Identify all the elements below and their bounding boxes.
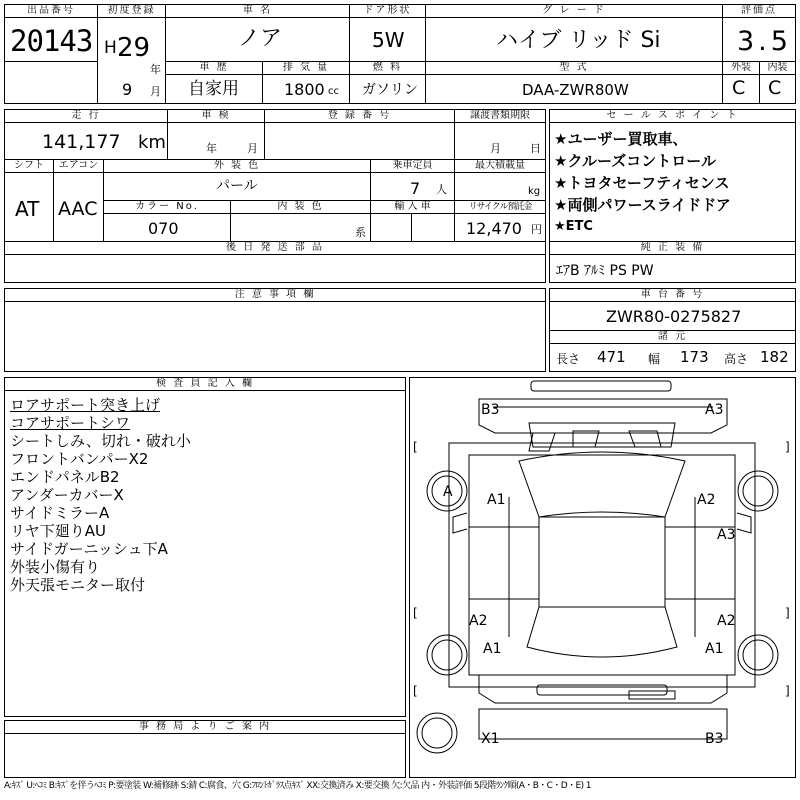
inspector-line: アンダーカバーX (10, 486, 124, 504)
mileage-value: 141,177 (42, 131, 121, 153)
exterior-color-label: 外 装 色 (103, 159, 371, 173)
sales-point-item: ★両側パワースライドドア (554, 196, 731, 214)
mark-a2-right-front: A2 (697, 492, 716, 508)
grade-value: ハイブ リッド Si (496, 28, 661, 53)
month-value: 9 (122, 80, 133, 99)
score-value: 3.5 (737, 26, 792, 57)
era-prefix: H (104, 38, 117, 58)
lot-label: 出品番号 (4, 4, 98, 18)
transfer-label: 譲渡書類期限 (454, 109, 546, 123)
history-value: 自家用 (188, 79, 239, 99)
height-value: 182 (760, 348, 789, 366)
exterior-color-value: パール (216, 178, 258, 194)
inspector-label: 検 査 員 記 入 欄 (4, 377, 406, 391)
inspection-month-unit: 月 (247, 142, 258, 155)
aircon-label: エアコン (53, 159, 104, 173)
mark-b3-front: B3 (481, 402, 500, 418)
recycle-label: リサイクル預託金 (454, 200, 546, 214)
inspector-line: サイドガーニッシュ下A (10, 540, 168, 558)
inspector-line: サイドミラーA (10, 504, 110, 522)
sales-point-item: ★ETC (554, 219, 593, 234)
inspection-year-unit: 年 (206, 142, 217, 155)
width-label: 幅 (648, 352, 661, 366)
rear-left-wheel (427, 635, 467, 675)
spare-wheel-inner (422, 718, 452, 748)
registration-label: 登 録 番 号 (264, 109, 455, 123)
inspector-line: コアサポートシワ (10, 414, 131, 432)
import-label: 輸 入 車 (370, 200, 455, 214)
bracket-left-2: [ (413, 606, 418, 620)
capacity-value: 7 (410, 179, 421, 198)
year-unit: 年 (150, 63, 161, 76)
model-value: DAA-ZWR80W (522, 81, 629, 99)
sales-point-item: ★トヨタセーフティセンス (554, 174, 730, 192)
exterior-grade-value: C (732, 77, 746, 99)
color-no-label: カラー No. (103, 200, 231, 214)
interior-grade-label: 内装 (759, 61, 796, 75)
car-name: ノア (238, 26, 283, 51)
mark-a2-right-rear: A2 (717, 613, 736, 629)
inspection-label: 車 検 (167, 109, 265, 123)
mark-a-left-wheel: A (443, 484, 453, 500)
height-label: 高さ (724, 352, 749, 366)
interior-color-label: 内 装 色 (230, 200, 371, 214)
rear-right-wheel (738, 635, 778, 675)
width-value: 173 (680, 348, 709, 366)
inspector-line: ロアサポート突き上げ (10, 396, 161, 414)
bracket-right-2: ] (785, 606, 790, 620)
length-value: 471 (597, 348, 626, 366)
import-divider (411, 213, 412, 242)
inspector-line: 外装小傷有り (10, 558, 101, 576)
capacity-unit: 人 (436, 183, 447, 196)
bracket-right-1: ] (785, 440, 790, 454)
rear-lower-outline (479, 709, 727, 739)
legend-text: A:ｷｽﾞ U:ﾍｺﾐ B:ｷｽﾞを伴うﾍｺﾐ P:要塗装 W:補修跡 S:錆 C:腐食、穴 G:ﾌﾛﾝﾄｶﾞﾗｽ点ｷｽﾞ XX:交換済み X:要交換 欠:欠品 内・外装評価 5段階ﾗﾝｸ順(A・B・C・D・E) 1 (4, 781, 591, 791)
notes-label: 注 意 事 項 欄 (4, 288, 546, 302)
mileage-unit: km (138, 132, 166, 153)
car-name-label: 車 名 (165, 4, 350, 18)
chassis-label: 車 台 番 号 (549, 288, 796, 302)
sales-point-item: ★ユーザー買取車、 (554, 130, 688, 148)
inspector-line: エンドパネルB2 (10, 468, 120, 486)
sales-point-item: ★クルーズコントロール (554, 152, 716, 170)
year-value: 29 (117, 33, 151, 63)
spare-wheel (417, 713, 457, 753)
recycle-value: 12,470 (466, 219, 522, 238)
grade-label: グ レ ー ド (425, 4, 723, 18)
mark-a3-right-door: A3 (717, 527, 736, 543)
chassis-value: ZWR80-0275827 (606, 307, 742, 326)
displacement-unit: cc (328, 86, 339, 97)
inspector-line: フロントバンパーX2 (10, 450, 149, 468)
displacement-value: 1800 (284, 80, 325, 99)
capacity-label: 乗車定員 (370, 159, 455, 173)
transfer-day-unit: 日 (530, 142, 541, 155)
inspector-line: シートしみ、切れ・破れ小 (10, 432, 191, 450)
mark-x1-rear: X1 (481, 731, 500, 747)
month-unit: 月 (150, 85, 161, 98)
recycle-unit: 円 (531, 223, 542, 236)
color-no-value: 070 (148, 219, 179, 238)
office-label: 事 務 局 よ り ご 案 内 (4, 720, 406, 734)
load-label: 最大積載量 (454, 159, 546, 173)
interior-color-unit: 系 (355, 226, 366, 239)
lot-number: 20143 (10, 24, 93, 58)
length-label: 長さ (556, 352, 581, 366)
equipment-label: 純 正 装 備 (549, 241, 796, 255)
aircon-value: AAC (58, 198, 98, 220)
mileage-label: 走 行 (4, 109, 168, 123)
mark-a3-front: A3 (705, 402, 724, 418)
mark-a1-right-rear: A1 (705, 641, 724, 657)
rear-body-outline (479, 675, 727, 703)
bracket-right-3: ] (785, 684, 790, 698)
shift-label: シフト (4, 159, 54, 173)
mark-b3-rear: B3 (705, 731, 724, 747)
score-label: 評価点 (722, 4, 796, 18)
inspector-line: リヤ下廻りAU (10, 522, 106, 540)
later-parts-label: 後 日 発 送 部 品 (4, 241, 546, 255)
front-body-outline (479, 399, 727, 433)
transfer-month-unit: 月 (490, 142, 501, 155)
rear-right-wheel-inner (743, 640, 773, 670)
cabin-roof (539, 517, 665, 607)
fuel-label: 燃 料 (349, 61, 426, 75)
lot-empty-box (4, 61, 98, 104)
cabin-front-glass (519, 452, 685, 517)
front-right-wheel (738, 471, 778, 511)
exterior-grade-label: 外装 (722, 61, 760, 75)
mark-a2-left-rear: A2 (469, 613, 488, 629)
shift-value: AT (15, 197, 40, 221)
equipment-value: ｴｱB ｱﾙﾐ PS PW (556, 263, 654, 279)
front-right-wheel-inner (743, 476, 773, 506)
left-mirror (453, 513, 467, 533)
mark-a1-left-front: A1 (487, 492, 506, 508)
front-bumper-outline (531, 381, 671, 391)
displacement-label: 排 気 量 (262, 61, 350, 75)
sales-points-label: セ ー ル ス ポ イ ン ト (549, 109, 796, 123)
door-label: ドア形状 (349, 4, 426, 18)
fuel-value: ガソリン (362, 82, 418, 98)
rear-left-wheel-inner (432, 640, 462, 670)
mark-a1-left-rear: A1 (483, 641, 502, 657)
car-diagram (409, 377, 796, 778)
windshield-left (529, 433, 555, 451)
dims-label: 諸 元 (549, 330, 796, 344)
first-reg-label: 初度登録 (97, 4, 166, 18)
load-unit: kg (528, 186, 541, 197)
right-mirror (737, 513, 751, 533)
interior-grade-value: C (768, 77, 782, 99)
bracket-left-3: [ (413, 684, 418, 698)
model-label: 型 式 (425, 61, 723, 75)
bracket-left-1: [ (413, 440, 418, 454)
inspector-line: 外天張モニター取付 (10, 576, 146, 594)
cabin-rear-glass (527, 607, 677, 657)
history-label: 車 歴 (165, 61, 263, 75)
door-value: 5W (372, 28, 405, 52)
